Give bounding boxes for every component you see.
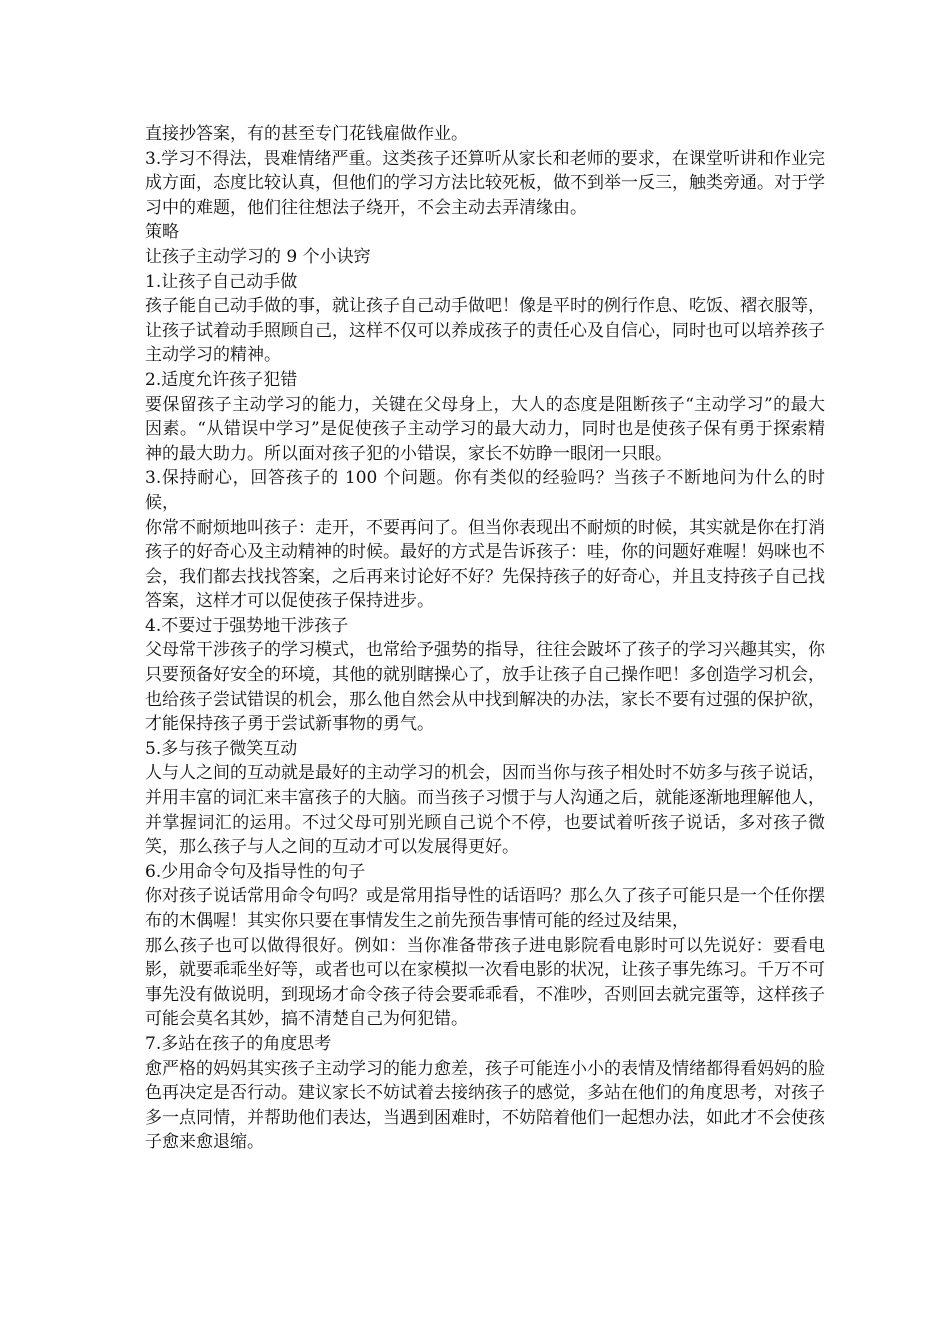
tip-6-body-part-1: 你对孩子说话常用命令句吗？或是常用指导性的话语吗？那么久了孩子可能只是一个任你摆布的木偶喔！其实你只要在事情发生之前先预告事情可能的经过及结果， <box>145 886 825 931</box>
tip-2-title: 2.适度允许孩子犯错 <box>145 369 298 390</box>
tip-1-title: 1.让孩子自己动手做 <box>145 271 298 292</box>
paragraph-point-3: 3.学习不得法，畏难情绪严重。这类孩子还算听从家长和老师的要求，在课堂听讲和作业完成方面，态度比较认真，但他们的学习方法比较死板，做不到举一反三，触类旁通。对于学习中的难题，他们往往想法子绕开，不会主动去弄清缘由。 <box>145 148 825 218</box>
tip-4-body: 父母常干涉孩子的学习模式，也常给予强势的指导，往往会跛坏了孩子的学习兴趣其实，你只要预备好安全的环境，其他的就别瞎操心了，放手让孩子自己操作吧！多创造学习机会，也给孩子尝试错误的机会，那么他自然会从中找到解决的办法，家长不要有过强的保护欲，才能保持孩子勇于尝试新事物的勇气。 <box>145 640 825 735</box>
heading-strategy: 策略 <box>145 222 179 243</box>
tip-3-body: 你常不耐烦地叫孩子：走开，不要再问了。但当你表现出不耐烦的时候，其实就是你在打消孩子的好奇心及主动精神的时候。最好的方式是告诉孩子：哇，你的问题好难喔！妈咪也不会，我们都去找找答案，之后再来讨论好不好？先保持孩子的好奇心，并且支持孩子自己找答案，这样才可以促使孩子保持进步。 <box>145 517 825 612</box>
paragraph-continuation: 直接抄答案，有的甚至专门花钱雇做作业。 <box>145 124 468 144</box>
tip-5-body: 人与人之间的互动就是最好的主动学习的机会，因而当你与孩子相处时不妨多与孩子说话，并用丰富的词汇来丰富孩子的大脑。而当孩子习惯于与人沟通之后，就能逐渐地理解他人，并掌握词汇的运用。不过父母可别光顾自己说个不停，也要试着听孩子说话，多对孩子微笑，那么孩子与人之间的互动才可以发展得更好。 <box>145 763 825 858</box>
tip-7-title: 7.多站在孩子的角度思考 <box>145 1033 332 1054</box>
tip-5-title: 5.多与孩子微笑互动 <box>145 738 298 759</box>
heading-tips: 让孩子主动学习的 9 个小诀窍 <box>145 246 371 267</box>
tip-1-body: 孩子能自己动手做的事，就让孩子自己动手做吧！像是平时的例行作息、吃饭、褶衣服等，让孩子试着动手照顾自己，这样不仅可以养成孩子的责任心及自信心，同时也可以培养孩子主动学习的精神。 <box>145 296 825 366</box>
tip-7-body: 愈严格的妈妈其实孩子主动学习的能力愈差，孩子可能连小小的表情及情绪都得看妈妈的脸色再决定是否行动。建议家长不妨试着去接纳孩子的感觉，多站在他们的角度思考，对孩子多一点同情，并帮助他们表达，当遇到困难时，不妨陪着他们一起想办法，如此才不会使孩子愈来愈退缩。 <box>145 1058 825 1153</box>
tip-4-title: 4.不要过于强势地干涉孩子 <box>145 615 349 636</box>
tip-6-body-part-2: 那么孩子也可以做得很好。例如：当你准备带孩子进电影院看电影时可以先说好：要看电影，就要乖乖坐好等，或者也可以在家模拟一次看电影的状况，让孩子事先练习。千万不可事先没有做说明，到现场才命令孩子待会要乖乖看，不准吵，否则回去就完蛋等，这样孩子可能会莫名其妙，搞不清楚自己为何犯错。 <box>145 935 825 1030</box>
tip-2-body: 要保留孩子主动学习的能力，关键在父母身上，大人的态度是阻断孩子“主动学习”的最大因素。“从错误中学习”是促使孩子主动学习的最大动力，同时也是使孩子保有勇于探索精神的最大助力。所以面对孩子犯的小错误，家长不妨睁一眼闭一只眼。 <box>145 394 825 464</box>
tip-6-title: 6.少用命令句及指导性的句子 <box>145 861 366 882</box>
tip-3-title: 3.保持耐心，回答孩子的 100 个问题。你有类似的经验吗？当孩子不断地问为什么的时候， <box>145 468 825 513</box>
document-body <box>145 122 825 1155</box>
